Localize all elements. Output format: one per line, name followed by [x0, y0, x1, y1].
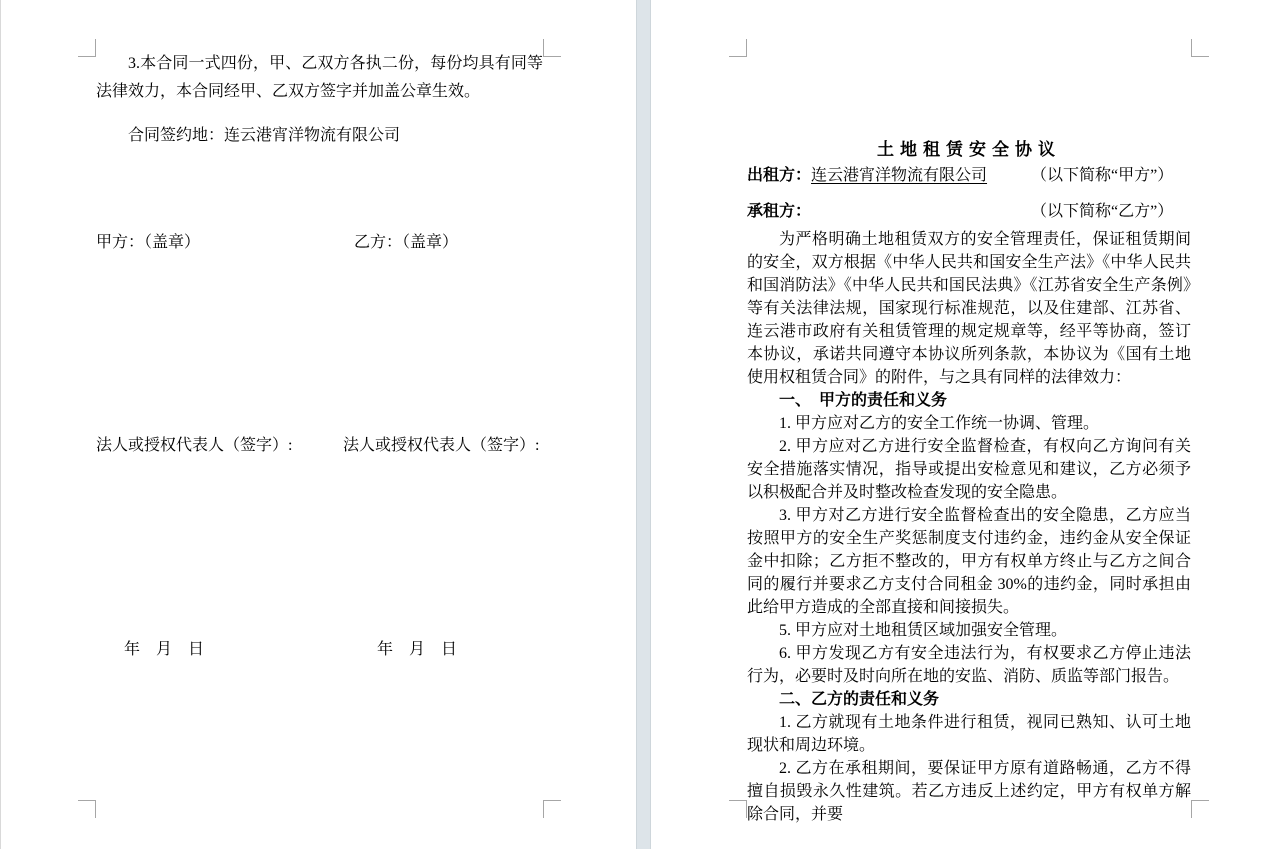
section-1-item: 2. 甲方应对乙方进行安全监督检查，有权向乙方询问有关安全措施落实情况，指导或提出安检意见和建议，乙方必须予以积极配合并及时整改检查发现的安全隐患。 [747, 438, 1191, 501]
lessee-alias: （以下简称“乙方”） [1031, 203, 1174, 220]
section-1-item: 5. 甲方应对土地租赁区域加强安全管理。 [779, 622, 1068, 639]
crop-mark-bottom-left-icon [78, 800, 96, 818]
party-b-date-label: 年 月 日 [377, 641, 458, 658]
agreement-body [747, 228, 1191, 826]
lessor-company-name: 连云港宵洋物流有限公司 [811, 167, 988, 184]
party-a-seal-label: 甲方：（盖章） [96, 234, 201, 251]
section-1-item: 1. 甲方应对乙方的安全工作统一协调、管理。 [779, 415, 1100, 432]
party-b-seal-label: 乙方：（盖章） [354, 234, 459, 251]
date-row [96, 636, 543, 664]
section-2-item: 2. 乙方在承租期间，要保证甲方原有道路畅通，乙方不得擅自损毁永久性建筑。若乙方违反上述约定，甲方有权单方解除合同，并要 [747, 760, 1191, 823]
lessor-alias: （以下简称“甲方”） [1031, 167, 1174, 184]
page-gap-divider [636, 0, 651, 849]
contract-signing-place: 合同签约地：连云港宵洋物流有限公司 [128, 127, 401, 144]
crop-mark-top-right-icon [1191, 39, 1209, 57]
section-1-item: 3. 甲方对乙方进行安全监督检查出的安全隐患，乙方应当按照甲方的安全生产奖惩制度支付违约金，违约金从安全保证金中扣除；乙方拒不整改的，甲方有权单方终止与乙方之间合同的履行并要求乙方支付合同租金 30%的违约金，同时承担由此给甲方造成的全部直接和间接损失。 [747, 507, 1191, 616]
section-2-heading: 二、乙方的责任和义务 [779, 691, 940, 708]
party-b-signature-label: 法人或授权代表人（签字）: [343, 437, 540, 454]
crop-mark-top-left-icon [729, 39, 747, 57]
agreement-title: 土地租赁安全协议 [877, 140, 1061, 159]
lessor-line [747, 164, 1191, 187]
page-right[interactable] [651, 0, 1284, 849]
lessee-line [747, 200, 1191, 223]
section-1-heading: 一、 甲方的责任和义务 [779, 392, 948, 409]
signature-row [96, 432, 543, 460]
crop-mark-bottom-left-icon [729, 800, 747, 818]
party-a-signature-label: 法人或授权代表人（签字）: [96, 437, 293, 454]
page-left[interactable] [1, 0, 636, 849]
crop-mark-bottom-right-icon [1191, 800, 1209, 818]
agreement-intro: 为严格明确土地租赁双方的安全管理责任，保证租赁期间的安全，双方根据《中华人民共和国安全生产法》《中华人民共和国消防法》《中华人民共和国民法典》《江苏省安全生产条例》等有关法律法规，国家现行标准规范，以及住建部、江苏省、连云港市政府有关租赁管理的规定规章等，经平等协商，签订本协议，承诺共同遵守本协议所列条款，本协议为《国有土地使用权租赁合同》的附件，与之具有同样的法律效力： [747, 231, 1191, 386]
crop-mark-bottom-right-icon [543, 800, 561, 818]
section-1-item: 6. 甲方发现乙方有安全违法行为，有权要求乙方停止违法行为，必要时及时向所在地的安监、消防、质监等部门报告。 [747, 645, 1191, 685]
contract-clause-3: 3.本合同一式四份，甲、乙双方各执二份，每份均具有同等法律效力，本合同经甲、乙双方签字并加盖公章生效。 [96, 55, 543, 100]
crop-mark-top-right-icon [543, 39, 561, 57]
seal-row [96, 229, 543, 257]
section-2-item: 1. 乙方就现有土地条件进行租赁，视同已熟知、认可土地现状和周边环境。 [747, 714, 1191, 754]
crop-mark-top-left-icon [78, 39, 96, 57]
party-a-date-label: 年 月 日 [124, 641, 205, 658]
lessor-label: 出租方： [747, 167, 812, 184]
lessee-label: 承租方： [747, 203, 812, 220]
